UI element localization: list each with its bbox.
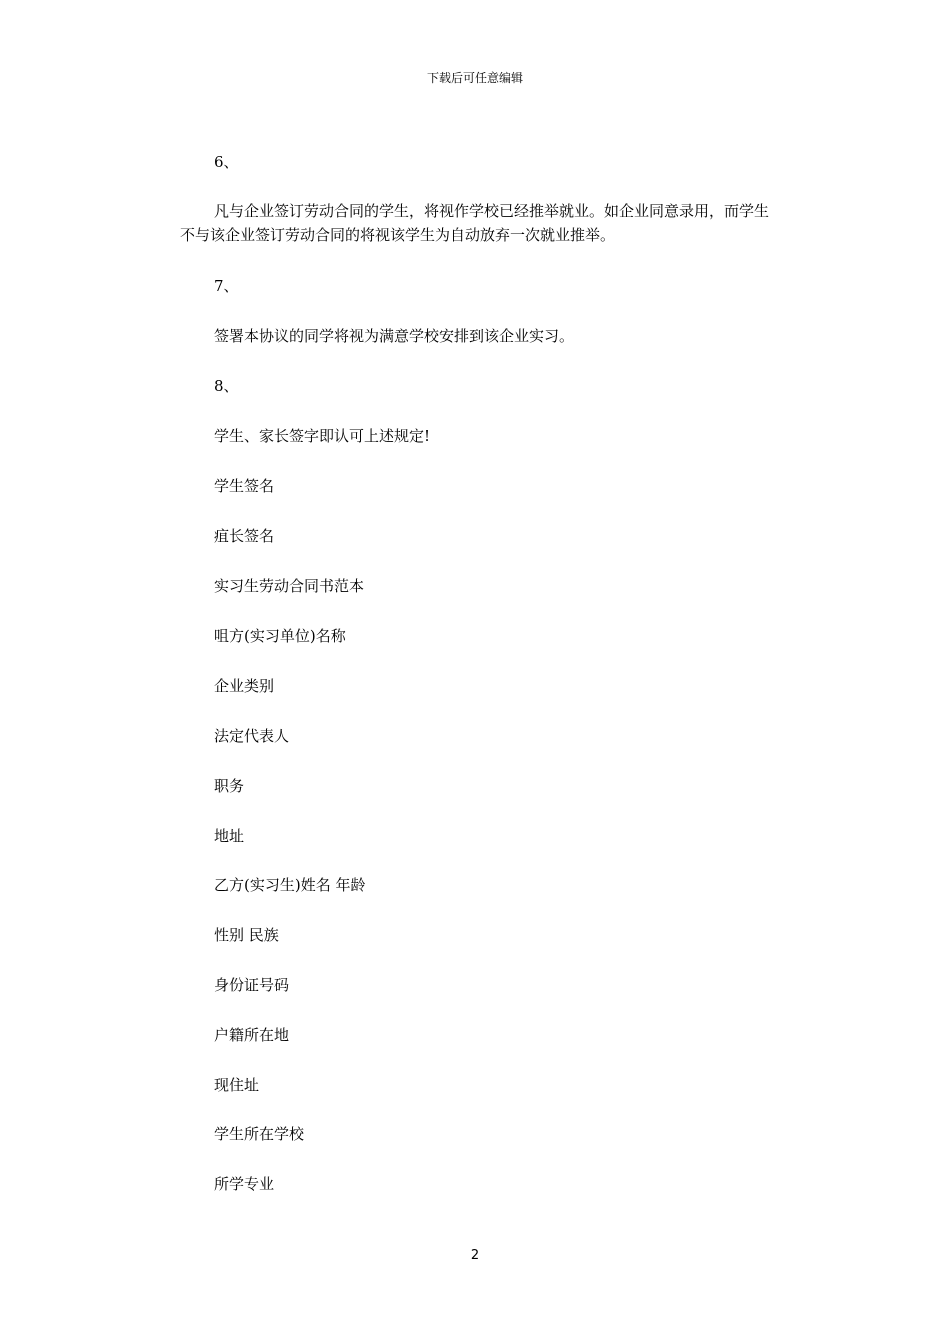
- field-student-signature: 学生签名: [214, 477, 275, 495]
- section-title-contract: 实习生劳动合同书范本: [214, 577, 365, 595]
- paragraph-item-6-number: 6、: [214, 153, 239, 171]
- paragraph-internship-agreement: 签署本协议的同学将视为满意学校安排到该企业实习。: [214, 327, 575, 345]
- field-parent-signature: 疽长签名: [214, 527, 275, 545]
- field-party-b-name-age: 乙方(实习生)姓名 年龄: [214, 876, 366, 894]
- paragraph-item-8-number: 8、: [214, 377, 239, 395]
- field-address: 地址: [214, 827, 245, 845]
- paragraph-signature-consent: 学生、家长签字即认可上述规定!: [214, 427, 431, 445]
- field-position: 职务: [214, 777, 245, 795]
- paragraph-labor-contract-rule: 凡与企业签订劳动合同的学生，将视作学校已经推举就业。如企业同意录用，而学生不与该企业签订劳动合同的将视该学生为自动放弃一次就业推举。: [180, 202, 770, 244]
- field-enterprise-type: 企业类别: [214, 677, 275, 695]
- field-household-registration: 户籍所在地: [214, 1026, 290, 1044]
- field-student-school: 学生所在学校: [214, 1125, 305, 1143]
- page-header: 下载后可任意编辑: [426, 71, 523, 85]
- field-current-address: 现住址: [214, 1076, 260, 1094]
- field-id-number: 身份证号码: [214, 976, 290, 994]
- field-major: 所学专业: [214, 1175, 275, 1193]
- paragraph-item-7-number: 7、: [214, 277, 239, 295]
- page-number: 2: [470, 1248, 480, 1263]
- field-party-a-name: 咀方(实习单位)名称: [214, 627, 346, 645]
- field-legal-representative: 法定代表人: [214, 727, 290, 745]
- field-gender-ethnicity: 性别 民族: [214, 926, 279, 944]
